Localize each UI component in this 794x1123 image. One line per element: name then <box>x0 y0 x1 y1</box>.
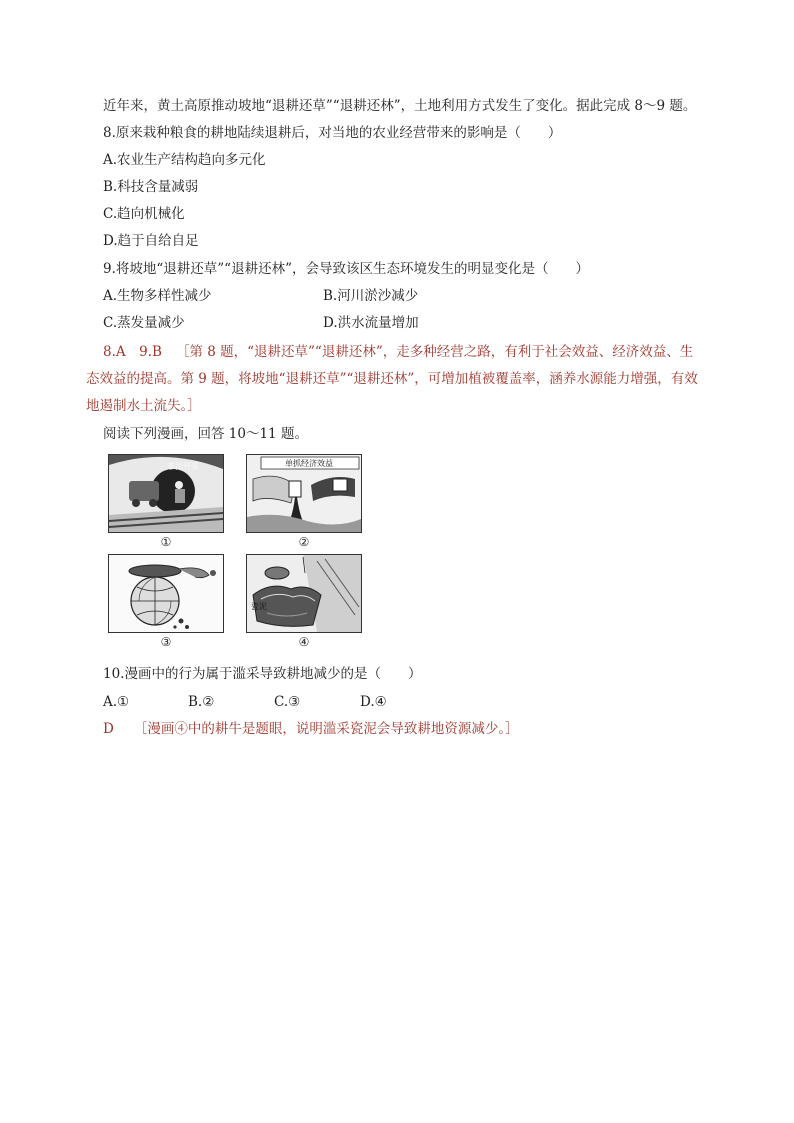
question-8-option-a: A.农业生产结构趋向多元化 <box>103 152 266 168</box>
question-10-option-c: C.③ <box>274 694 301 710</box>
cartoon-2-sign: 单抓经济效益 <box>285 459 333 468</box>
answer-10-explanation: ［漫画④中的耕牛是题眼，说明滥采瓷泥会导致耕地资源减少。］ <box>133 721 519 737</box>
answer-8-9-line2: 态效益的提高。第 9 题，将坡地“退耕还草”“退耕还林”，可增加植被覆盖率，涵养水源能力增强，有效 <box>86 371 698 387</box>
cartoon-2 <box>246 454 362 549</box>
cartoon-2-image <box>246 454 362 533</box>
question-8-stem: 8.原来栽种粮食的耕地陆续退耕后，对当地的农业经营带来的影响是（ ） <box>103 125 562 141</box>
cartoon-intro: 阅读下列漫画，回答 10～11 题。 <box>103 426 308 442</box>
cartoon-1 <box>108 454 224 549</box>
question-9-stem: 9.将坡地“退耕还草”“退耕还林”，会导致该区生态环境发生的明显变化是（ ） <box>103 261 589 277</box>
question-9-option-d: D.洪水流量增加 <box>323 315 419 331</box>
question-9-option-c: C.蒸发量减少 <box>103 315 185 331</box>
question-10-option-a: A.① <box>103 694 130 710</box>
answer-8-9-line3: 地遏制水土流失。］ <box>86 398 201 414</box>
cartoon-2-caption: ② <box>298 535 310 549</box>
cartoon-1-sign: 非法开采 <box>167 462 199 471</box>
question-8-option-d: D.趋于自给自足 <box>103 233 199 249</box>
cartoon-3-image <box>108 554 224 633</box>
passage-intro: 近年来，黄土高原推动坡地“退耕还草”“退耕还林”，土地利用方式发生了变化。据此完成 8～9 题。 <box>103 98 697 114</box>
cartoon-1-image <box>108 454 224 533</box>
cartoon-3 <box>108 554 224 649</box>
cartoon-4-label: 瓷泥 <box>251 602 267 611</box>
question-10-option-d: D.④ <box>360 694 387 710</box>
answer-8-9-line1 <box>103 342 693 362</box>
question-8-option-c: C.趋向机械化 <box>103 206 185 222</box>
answer-10 <box>103 719 519 739</box>
question-9-option-a: A.生物多样性减少 <box>103 288 212 304</box>
answer-10-key: D <box>103 721 114 737</box>
answer-8-9-explanation-1: ［第 8 题，“退耕还草”“退耕还林”，走多种经营之路，有利于社会效益、经济效益、生 <box>175 344 694 360</box>
question-10-stem: 10.漫画中的行为属于滥采导致耕地减少的是（ ） <box>103 666 422 682</box>
question-10-option-b: B.② <box>188 694 215 710</box>
question-9-option-b: B.河川淤沙减少 <box>323 288 419 304</box>
cartoon-4-image <box>246 554 362 633</box>
cartoon-3-caption: ③ <box>160 635 172 649</box>
cartoon-grid <box>108 454 362 650</box>
cartoon-4 <box>246 554 362 649</box>
cartoon-4-caption: ④ <box>298 635 310 649</box>
question-8-option-b: B.科技含量减弱 <box>103 179 199 195</box>
cartoon-1-caption: ① <box>160 535 172 549</box>
answer-8-9-keys: 8.A 9.B <box>103 344 162 360</box>
